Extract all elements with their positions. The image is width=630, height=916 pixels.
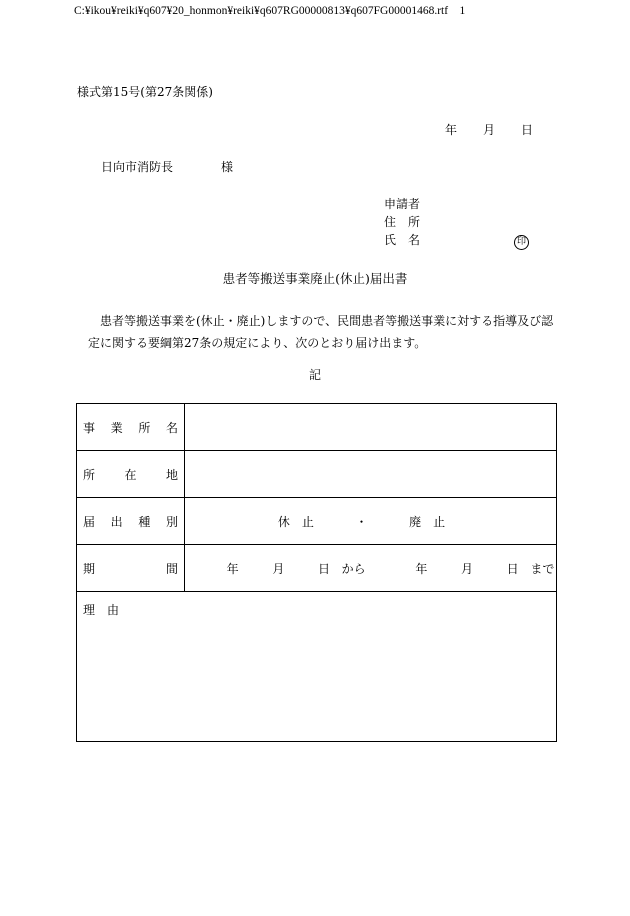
table-row-location [77, 451, 557, 498]
seal-mark: 印 [514, 235, 529, 250]
date-year: 年 [445, 123, 458, 137]
file-path-header: C:¥ikou¥reiki¥q607¥20_honmon¥reiki¥q607RG00000813¥q607FG00001468.rtf 1 [74, 5, 466, 17]
period-from-year: 年 [226, 561, 239, 576]
body-text: 患者等搬送事業を(休止・廃止)しますので、民間患者等搬送事業に対する指導及び認定に関する要綱第27条の規定により、次のとおり届け出ます。 [88, 314, 554, 350]
addressee-name: 日向市消防長 [101, 160, 174, 174]
addressee [101, 161, 233, 173]
ki-heading: 記 [308, 368, 321, 382]
form-table [76, 403, 557, 742]
applicant-block [384, 198, 420, 252]
period-to: まで [530, 561, 555, 576]
notification-type-label: 届出種別 [77, 498, 185, 545]
period-label: 期間 [77, 545, 185, 592]
notification-type-field[interactable] [185, 498, 557, 545]
address-label: 住 所 [384, 215, 421, 229]
addressee-suffix: 様 [221, 160, 234, 174]
period-to-day: 日 [506, 561, 519, 576]
document-title: 患者等搬送事業廃止(休止)届出書 [222, 271, 408, 286]
period-field[interactable] [185, 545, 557, 592]
period-to-year: 年 [415, 561, 428, 576]
table-row-business-name [77, 404, 557, 451]
form-number: 様式第15号(第27条関係) [77, 85, 213, 99]
business-name-label: 事業所名 [77, 404, 185, 451]
business-name-field[interactable] [185, 404, 557, 451]
period-from-month: 月 [272, 561, 285, 576]
period-to-month: 月 [461, 561, 474, 576]
reason-field[interactable] [77, 592, 557, 742]
table-row-notification-type [77, 498, 557, 545]
period-from-day: 日 [317, 561, 330, 576]
applicant-label: 申請者 [384, 197, 421, 211]
table-row-reason [77, 592, 557, 742]
date-month: 月 [483, 123, 496, 137]
date-line [445, 124, 533, 136]
suspend-option[interactable]: 休 止 [277, 514, 314, 529]
period-from: から [341, 561, 366, 576]
name-label: 氏 名 [384, 233, 421, 247]
reason-label: 理 由 [83, 603, 120, 617]
location-field[interactable] [185, 451, 557, 498]
date-day: 日 [521, 123, 534, 137]
abolish-option[interactable]: 廃 止 [409, 514, 446, 529]
table-row-period [77, 545, 557, 592]
location-label: 所在地 [77, 451, 185, 498]
option-separator: ・ [355, 514, 368, 529]
